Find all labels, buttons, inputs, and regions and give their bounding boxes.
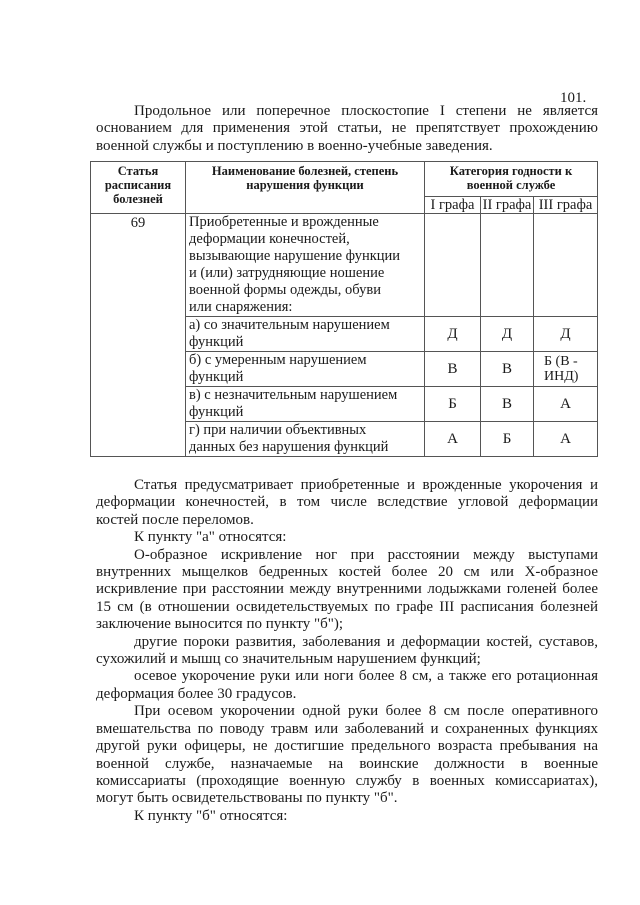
header-col2: II графа	[481, 197, 534, 214]
header-article: Статья расписания болезней	[91, 162, 186, 214]
text-line: данных без нарушения функций	[189, 439, 389, 455]
row-desc	[186, 352, 425, 387]
header-col3: III графа	[534, 197, 598, 214]
text-line: другой руки офицеры, не достигшие предельного возраста пребывания на	[96, 738, 598, 755]
text-line: б) с умеренным нарушением	[189, 352, 367, 368]
category-col3: А	[534, 387, 598, 422]
category-col3: Д	[534, 317, 598, 352]
text-line: или снаряжения:	[189, 299, 293, 315]
category-col2: Д	[481, 317, 534, 352]
header-name: Наименование болезней, степень нарушения функции	[186, 162, 425, 214]
text-line: другие пороки развития, заболевания и деформации костей, суставов,	[134, 633, 598, 650]
text-line: основанием для применения этой статьи, не препятствует прохождению	[96, 120, 598, 137]
row-desc	[186, 317, 425, 352]
text-line: комиссариаты (проходящие военную службу в военных комиссариатах),	[96, 772, 598, 789]
category-col3: А	[534, 422, 598, 457]
text-line: деформация более 30 градусов.	[96, 685, 297, 702]
text-line: О-образное искривление ног при расстоянии между выступами	[134, 546, 598, 563]
text-line: осевое укорочение руки или ноги более 8 см, а также его ротационная	[134, 668, 598, 685]
empty-cell	[481, 214, 534, 317]
text-line: искривление при расстоянии между внутренними лодыжками голеней более	[96, 581, 598, 598]
text-line: военной формы одежды, обуви	[189, 282, 381, 298]
header-col1: I графа	[425, 197, 481, 214]
disease-schedule-table	[90, 161, 598, 457]
header-category: Категория годности к военной службе	[425, 162, 598, 197]
text-line: функций	[189, 404, 244, 420]
text-line: и (или) затрудняющие ношение	[189, 265, 385, 281]
text-line: внутренних мыщелков бедренных костей более 20 см или Х-образное	[96, 564, 598, 581]
text-line: могут быть освидетельствованы по пункту "б".	[96, 790, 398, 807]
category-col2: В	[481, 352, 534, 387]
category-col1: Б	[425, 387, 481, 422]
text-line: сухожилий и мышц со значительным нарушением функций;	[96, 651, 481, 668]
text-line: Статья предусматривает приобретенные и врожденные укорочения и	[134, 477, 598, 493]
text-line: костей после переломов.	[96, 511, 254, 528]
text-line: функций	[189, 369, 244, 385]
empty-cell	[534, 214, 598, 317]
text-line: 15 см (в отношении освидетельствуемых по графе III расписания болезней	[96, 598, 598, 615]
text-line: деформации конечностей,	[189, 231, 350, 247]
text-line: в) с незначительным нарушением	[189, 387, 398, 403]
category-col2: В	[481, 387, 534, 422]
category-col2: Б	[481, 422, 534, 457]
category-col1: Д	[425, 317, 481, 352]
text-line: вызывающие нарушение функции	[189, 248, 401, 264]
empty-cell	[425, 214, 481, 317]
category-col1: А	[425, 422, 481, 457]
title-row-desc	[186, 214, 425, 317]
intro-paragraph	[96, 103, 598, 155]
text-line: вмешательства по поводу травм или заболеваний и сохраненных функциях	[96, 720, 598, 737]
text-line: Приобретенные и врожденные	[189, 214, 379, 230]
row-desc	[186, 387, 425, 422]
text-line: г) при наличии объективных	[189, 422, 367, 438]
text-line: военной службе, назначаемые на воинские должности в военные	[96, 755, 598, 772]
paragraph-article-scope	[96, 477, 598, 825]
category-col1: В	[425, 352, 481, 387]
text-line: военной службы и поступлению в военно-учебные заведения.	[96, 137, 493, 154]
article-number: 69	[91, 214, 186, 457]
page-number: 101.	[560, 90, 587, 106]
text-line: При осевом укорочении одной руки более 8 см после оперативного	[134, 703, 598, 720]
text-line: К пункту "а" относятся:	[134, 529, 287, 546]
text-line: Продольное или поперечное плоскостопие I степени не является	[134, 103, 598, 119]
text-line: К пункту "б" относятся:	[134, 807, 288, 824]
text-line: заключение выносится по пункту "б");	[96, 616, 344, 633]
text-line: а) со значительным нарушением	[189, 317, 390, 333]
text-line: функций	[189, 334, 244, 350]
row-desc	[186, 422, 425, 457]
text-line: деформации конечностей, в том числе вследствие угловой деформации	[96, 494, 598, 511]
category-col3: Б (В - ИНД)	[534, 352, 598, 387]
